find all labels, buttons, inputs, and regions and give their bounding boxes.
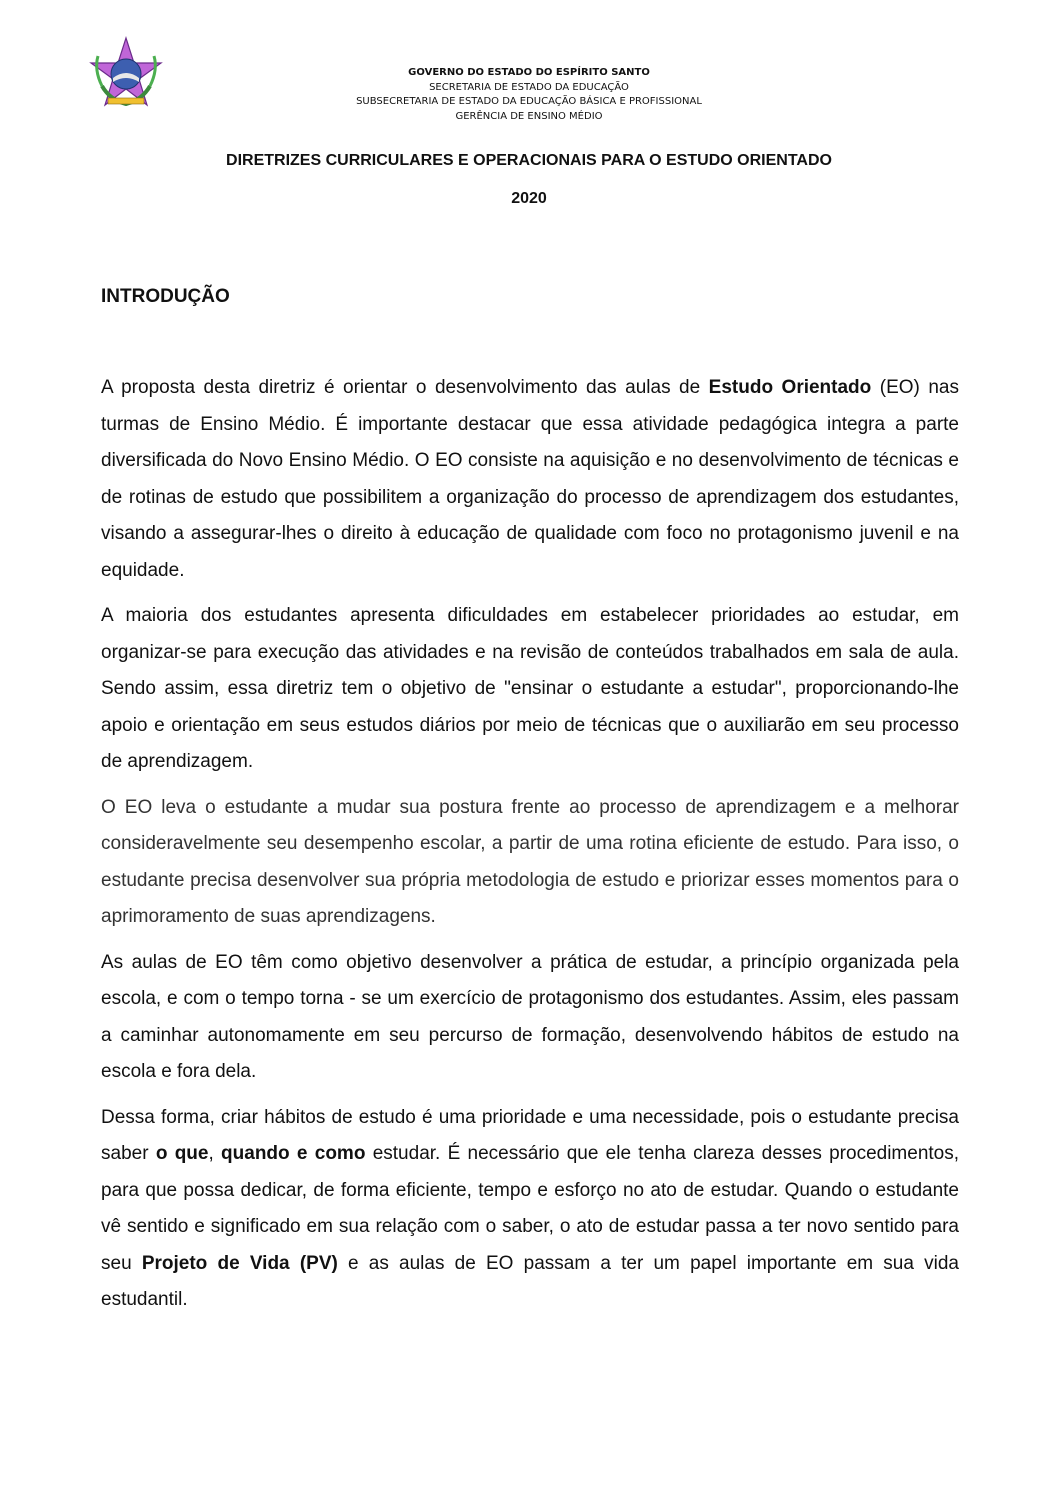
paragraph-5-bold-what: o que: [155, 1143, 209, 1164]
institution-header: [300, 66, 758, 124]
paragraph-2: A maioria dos estudantes apresenta dificuldades em estabelecer prioridades ao estudar, em organizar-se para execução das atividades e na revisão de conteúdos trabalhados em sala de aula. Sendo assim, essa diretriz tem o objetivo de "ensinar o estudante a estudar", proporcionando-lhe apoio e orientação em seus estudos diários por meio de técnicas que o auxiliarão em seu processo de aprendizagem.: [101, 605, 959, 772]
paragraph-4: As aulas de EO têm como objetivo desenvolver a prática de estudar, a princípio organizada pela escola, e com o tempo torna - se um exercício de protagonismo dos estudantes. Assim, eles passam a caminhar autonomamente em seu percurso de formação, desenvolvendo hábitos de estudo na escola e fora dela.: [101, 951, 959, 1082]
section-heading: INTRODUÇÃO: [101, 286, 230, 307]
paragraph-1: [101, 370, 959, 589]
header-line-government: GOVERNO DO ESTADO DO ESPÍRITO SANTO: [408, 67, 650, 78]
paragraph-1-text-c: (EO) nas turmas de Ensino Médio. É importante destacar que essa atividade pedagógica integra a parte diversificada do Novo Ensino Médio. O EO consiste na aquisição e no desenvolvimento de técnicas e de rotinas de estudo que possibilitem a organização do processo de aprendizagem dos estudantes, visando a assegurar-lhes o direito à educação de qualidade com foco no protagonismo juvenil e na equidade.: [101, 377, 959, 581]
paragraph-1-text-a: A proposta desta diretriz é orientar o desenvolvimento das aulas de: [101, 377, 709, 398]
paragraph-5-text-c: ,: [208, 1143, 222, 1164]
paragraph-5-bold-when-how: quando e como: [221, 1143, 366, 1164]
document-year: 2020: [511, 190, 547, 207]
document-title: DIRETRIZES CURRICULARES E OPERACIONAIS PARA O ESTUDO ORIENTADO: [226, 152, 832, 169]
document-body: [101, 370, 959, 1328]
header-line-subsecretariat: SUBSECRETARIA DE ESTADO DA EDUCAÇÃO BÁSICA E PROFISSIONAL: [356, 96, 702, 107]
paragraph-5: [101, 1100, 959, 1319]
paragraph-1-bold-term: Estudo Orientado: [708, 377, 872, 398]
paragraph-5-text-a: Dessa forma, criar hábitos de estudo é uma prioridade e uma necessidade, pois o estudante precisa saber: [101, 1106, 959, 1164]
paragraph-5-text-g: e as aulas de EO passam a ter um papel importante em sua vida estudantil.: [101, 1252, 959, 1310]
header-line-management: GERÊNCIA DE ENSINO MÉDIO: [455, 110, 603, 122]
paragraph-5-text-e: estudar. É necessário que ele tenha clareza desses procedimentos, para que possa dedicar, de forma eficiente, tempo e esforço no ato de estudar. Quando o estudante vê sentido e significado em sua relação com o saber, o ato de estudar passa a ter novo sentido para seu: [101, 1143, 960, 1274]
header-line-secretariat: SECRETARIA DE ESTADO DA EDUCAÇÃO: [429, 81, 629, 93]
paragraph-5-bold-life-project: Projeto de Vida (PV): [141, 1252, 338, 1274]
paragraph-3: O EO leva o estudante a mudar sua postura frente ao processo de aprendizagem e a melhorar consideravelmente seu desempenho escolar, a partir de uma rotina eficiente de estudo. Para isso, o estudante precisa desenvolver sua própria metodologia de estudo e priorizar esses momentos para o aprimoramento de suas aprendizagens.: [101, 796, 959, 927]
espirito-santo-coat-of-arms-icon: [88, 36, 164, 112]
